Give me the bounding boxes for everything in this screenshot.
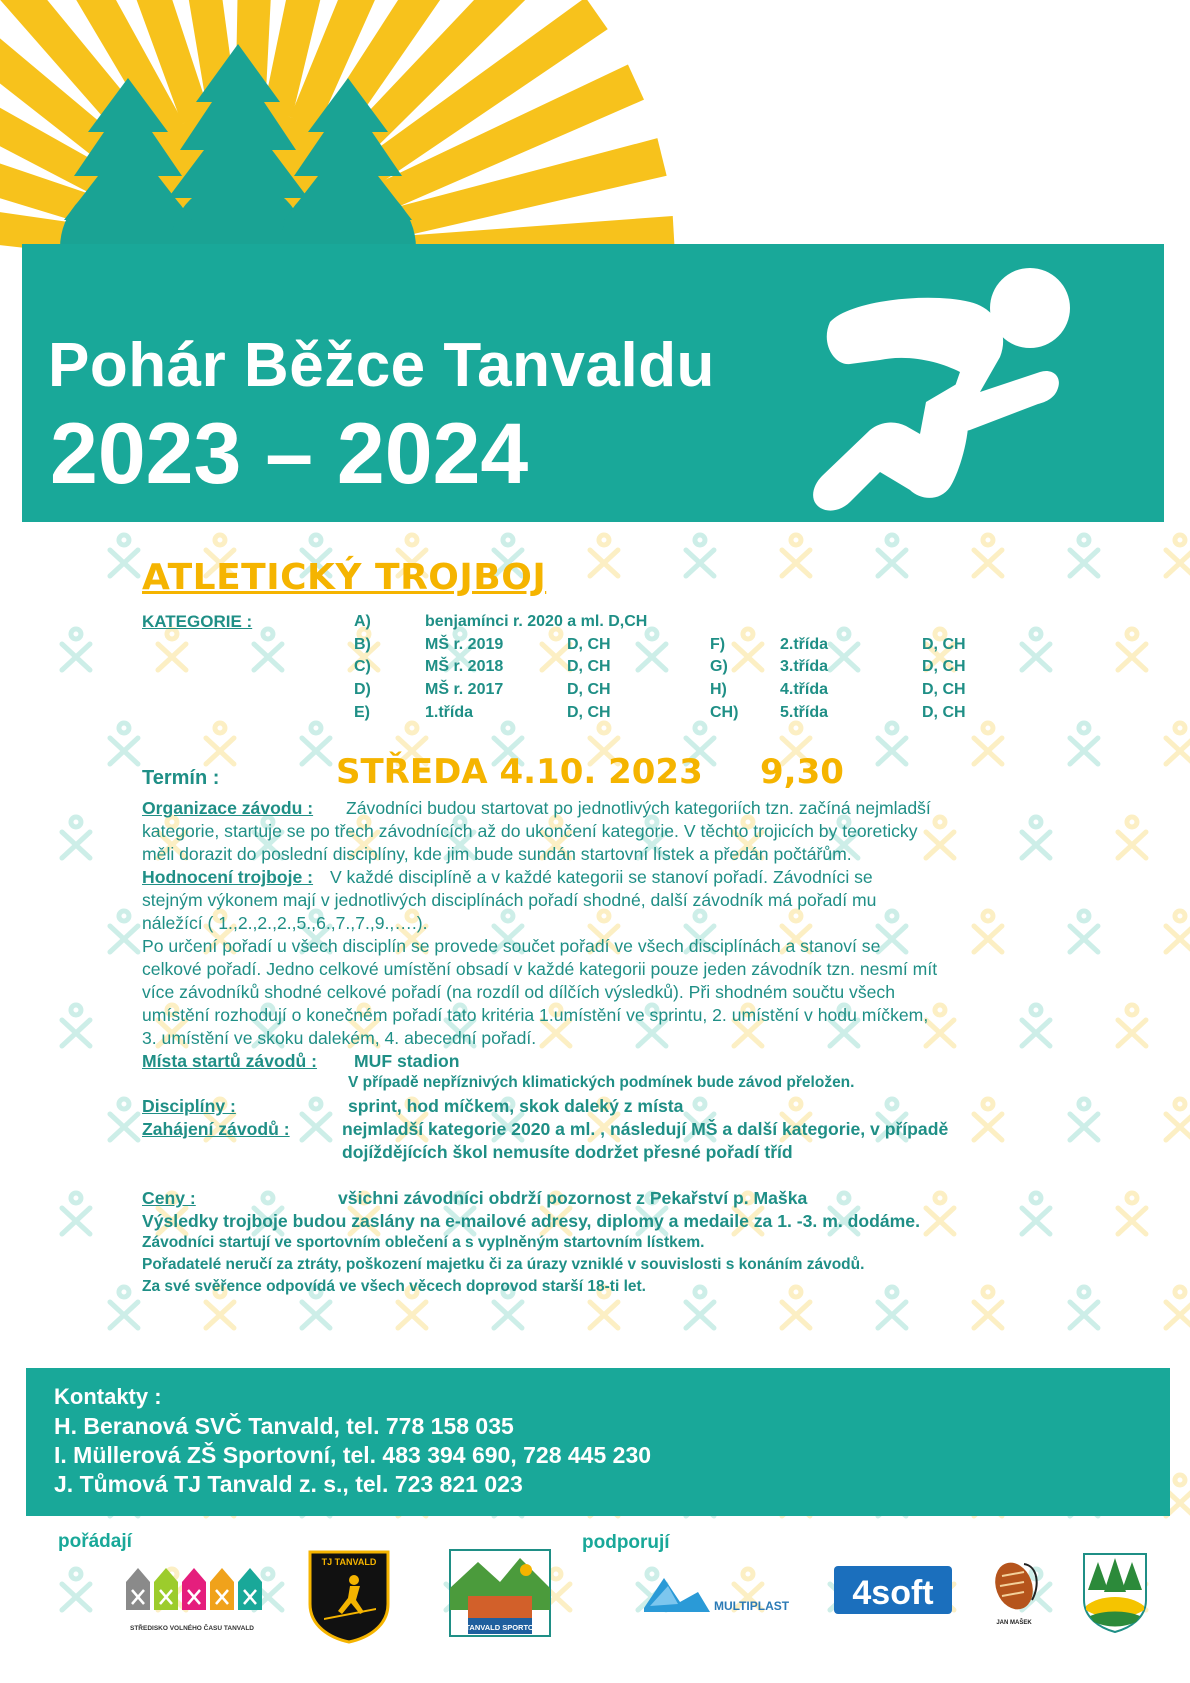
date-label: Termín : xyxy=(142,767,220,789)
page-title: Pohár Běžce Tanvaldu xyxy=(48,331,715,400)
venue-note: V případě nepříznivých klimatických podmínek bude závod přeložen. xyxy=(348,1074,855,1091)
category-gender: D, CH xyxy=(567,681,611,698)
scoring-text: náležící ( 1.,2.,2.,2.,5.,6.,7.,7.,9.,….). xyxy=(142,913,428,933)
scoring-text: celkové pořadí. Jedno celkové umístění obsadí v každé kategorii pouze jeden závodník tzn. nesmí mít xyxy=(142,959,938,979)
pattern-figure-icon xyxy=(878,1287,906,1328)
pattern-figure-icon xyxy=(974,1287,1002,1328)
venue-value: MUF stadion xyxy=(354,1051,460,1071)
organization-text: kategorie, startuje se po třech závodnících až do ukončení kategorie. V těchto trojicích by teoreticky xyxy=(142,821,918,841)
category-letter: CH) xyxy=(710,704,739,721)
pattern-figure-icon xyxy=(878,723,906,764)
category-gender: D, CH xyxy=(567,658,611,675)
pattern-figure-icon xyxy=(110,723,138,764)
category-gender: D, CH xyxy=(922,658,966,675)
scoring-text: stejným výkonem mají v jednotlivých disciplínách pořadí shodné, další závodník má pořadí mu xyxy=(142,890,877,910)
4soft-logo xyxy=(832,1562,954,1618)
category-name: MŠ r. 2017 xyxy=(425,681,504,698)
pattern-figure-icon xyxy=(110,911,138,952)
pattern-figure-icon xyxy=(1022,817,1050,858)
pattern-figure-icon xyxy=(974,1099,1002,1140)
category-gender: D, CH xyxy=(922,636,966,653)
masek-bakery-logo xyxy=(988,1556,1044,1628)
category-name: 1.třída xyxy=(425,704,474,721)
pattern-figure-icon xyxy=(62,1005,90,1046)
category-name: 4.třída xyxy=(780,681,829,698)
category-gender: D, CH xyxy=(567,704,611,721)
pattern-figure-icon xyxy=(1166,535,1190,576)
prizes-label: Ceny : xyxy=(142,1188,196,1208)
disciplines-label: Disciplíny : xyxy=(142,1096,236,1116)
pattern-figure-icon xyxy=(1118,1005,1146,1046)
svc-tanvald-logo xyxy=(122,1560,262,1638)
tj-tanvald-logo xyxy=(304,1548,394,1644)
contact-line: H. Beranová SVČ Tanvald, tel. 778 158 035 xyxy=(54,1413,514,1439)
category-letter: H) xyxy=(710,681,727,698)
pattern-figure-icon xyxy=(62,629,90,670)
category-a-letter: A) xyxy=(354,613,371,630)
multiplast-logo xyxy=(640,1572,800,1618)
pattern-figure-icon xyxy=(1070,723,1098,764)
category-letter: E) xyxy=(354,704,370,721)
category-name: 2.třída xyxy=(780,636,829,653)
categories-label: KATEGORIE : xyxy=(142,612,253,631)
category-name: 5.třída xyxy=(780,704,829,721)
pattern-figure-icon xyxy=(686,1287,714,1328)
pattern-figure-icon xyxy=(1022,629,1050,670)
results-text: Výsledky trojboje budou zaslány na e-mailové adresy, diplomy a medaile za 1. -3. m. dodáme. xyxy=(142,1211,920,1231)
supporters-label: podporují xyxy=(582,1532,670,1553)
svc-logo-text: STŘEDISKO VOLNÉHO ČASU TANVALD xyxy=(130,1625,254,1632)
scoring-text: V každé disciplíně a v každé kategorii se stanoví pořadí. Závodníci se xyxy=(329,867,873,887)
pattern-figure-icon xyxy=(1118,629,1146,670)
pattern-figure-icon xyxy=(926,817,954,858)
event-title: ATLETICKÝ TROJBOJ xyxy=(142,557,547,598)
start-label: Zahájení závodů : xyxy=(142,1119,290,1139)
pattern-figure-icon xyxy=(878,535,906,576)
pattern-figure-icon xyxy=(1022,1005,1050,1046)
scoring-text: více závodníků shodné celkové pořadí (na rozdíl od dílčích výsledků). Při shodném součtu všech xyxy=(142,982,896,1002)
pattern-figure-icon xyxy=(926,1005,954,1046)
pattern-figure-icon xyxy=(1070,1099,1098,1140)
masek-text: JAN MAŠEK xyxy=(996,1620,1032,1626)
organizers-label: pořádají xyxy=(58,1531,132,1552)
category-gender: D, CH xyxy=(567,636,611,653)
prizes-value: všichni závodníci obdrží pozornost z Pekařství p. Maška xyxy=(338,1188,808,1208)
pattern-figure-icon xyxy=(638,629,666,670)
pattern-figure-icon xyxy=(1166,911,1190,952)
category-name: 3.třída xyxy=(780,658,829,675)
category-name: MŠ r. 2018 xyxy=(425,658,504,675)
pattern-figure-icon xyxy=(110,1287,138,1328)
pattern-figure-icon xyxy=(974,535,1002,576)
pattern-figure-icon xyxy=(1166,723,1190,764)
pattern-figure-icon xyxy=(254,629,282,670)
contact-line: J. Tůmová TJ Tanvald z. s., tel. 723 821 023 xyxy=(54,1471,523,1497)
note-text: Pořadatelé neručí za ztráty, poškození majetku či za úrazy vzniklé v souvislosti s konáním závodů. xyxy=(142,1256,865,1273)
event-date: STŘEDA 4.10. 2023 xyxy=(336,752,703,792)
category-name: MŠ r. 2019 xyxy=(425,636,504,653)
pattern-figure-icon xyxy=(974,911,1002,952)
pattern-figure-icon xyxy=(542,629,570,670)
pattern-figure-icon xyxy=(62,817,90,858)
pattern-figure-icon xyxy=(782,535,810,576)
pattern-figure-icon xyxy=(110,1099,138,1140)
category-letter: D) xyxy=(354,681,371,698)
note-text: Závodníci startují ve sportovním oblečení a s vyplněným startovním lístkem. xyxy=(142,1234,705,1251)
category-gender: D, CH xyxy=(922,681,966,698)
pattern-figure-icon xyxy=(302,723,330,764)
pattern-figure-icon xyxy=(782,1287,810,1328)
multiplast-text: MULTIPLAST xyxy=(714,1599,790,1613)
pattern-figure-icon xyxy=(302,1099,330,1140)
pattern-figure-icon xyxy=(62,1569,90,1610)
pattern-figure-icon xyxy=(734,629,762,670)
pattern-figure-icon xyxy=(1166,1287,1190,1328)
4soft-text: 4soft xyxy=(852,1574,934,1612)
pattern-figure-icon xyxy=(1070,911,1098,952)
disciplines-value: sprint, hod míčkem, skok daleký z místa xyxy=(348,1096,684,1116)
tj-logo-text: TJ TANVALD xyxy=(321,1557,377,1567)
pattern-figure-icon xyxy=(1070,1287,1098,1328)
contacts-title: Kontakty : xyxy=(54,1384,162,1409)
pattern-figure-icon xyxy=(110,535,138,576)
category-letter: C) xyxy=(354,658,371,675)
event-time: 9,30 xyxy=(760,752,844,792)
category-gender: D, CH xyxy=(922,704,966,721)
pattern-figure-icon xyxy=(1166,1099,1190,1140)
contact-line: I. Müllerová ZŠ Sportovní, tel. 483 394 690, 728 445 230 xyxy=(54,1442,652,1468)
pattern-figure-icon xyxy=(686,535,714,576)
pattern-figure-icon xyxy=(926,1193,954,1234)
pattern-figure-icon xyxy=(1118,817,1146,858)
organization-text: Závodníci budou startovat po jednotlivých kategoriích tzn. začíná nejmladší xyxy=(345,798,931,818)
pattern-figure-icon xyxy=(974,723,1002,764)
zs-logo-text: ZŠ TANVALD SPORTOVNÍ xyxy=(453,1623,547,1632)
pattern-figure-icon xyxy=(62,1193,90,1234)
category-letter: G) xyxy=(710,658,728,675)
start-text: nejmladší kategorie 2020 a ml. , následují MŠ a další kategorie, v případě xyxy=(342,1119,949,1139)
scoring-text: umístění rozhodují o konečném pořadí tato kritéria 1.umístění ve sprintu, 2. umístění v hodu míčkem, xyxy=(142,1005,929,1025)
runner-icon xyxy=(810,262,1090,524)
note-text: Za své svěřence odpovídá ve všech věcech doprovod starší 18-ti let. xyxy=(142,1278,646,1295)
pattern-figure-icon xyxy=(1022,1193,1050,1234)
scoring-label: Hodnocení trojboje : xyxy=(142,867,314,887)
venue-label: Místa startů závodů : xyxy=(142,1051,317,1071)
start-text: dojíždějících škol nemusíte dodržet přesné pořadí tříd xyxy=(342,1142,793,1162)
organization-text: měli dorazit do poslední disciplíny, kde jim bude sundán startovní lístek a předán počtářům. xyxy=(142,844,852,864)
pattern-figure-icon xyxy=(878,911,906,952)
pattern-figure-icon xyxy=(1118,1193,1146,1234)
season-title: 2023 – 2024 xyxy=(50,406,529,502)
scoring-text: 3. umístění ve skoku dalekém, 4. abecední pořadí. xyxy=(142,1028,537,1048)
pattern-figure-icon xyxy=(590,535,618,576)
pattern-figure-icon xyxy=(1070,535,1098,576)
pattern-figure-icon xyxy=(158,629,186,670)
tanvald-coat-of-arms xyxy=(1080,1550,1150,1634)
pattern-figure-icon xyxy=(206,723,234,764)
zs-tanvald-logo xyxy=(448,1548,552,1638)
category-letter: B) xyxy=(354,636,371,653)
scoring-text: Po určení pořadí u všech disciplín se provede součet pořadí ve všech disciplínách a stanoví se xyxy=(142,936,881,956)
category-letter: F) xyxy=(710,636,726,653)
organization-label: Organizace závodu : xyxy=(142,798,314,818)
pattern-figure-icon xyxy=(830,629,858,670)
category-a-name: benjamínci r. 2020 a ml. D,CH xyxy=(425,613,648,630)
